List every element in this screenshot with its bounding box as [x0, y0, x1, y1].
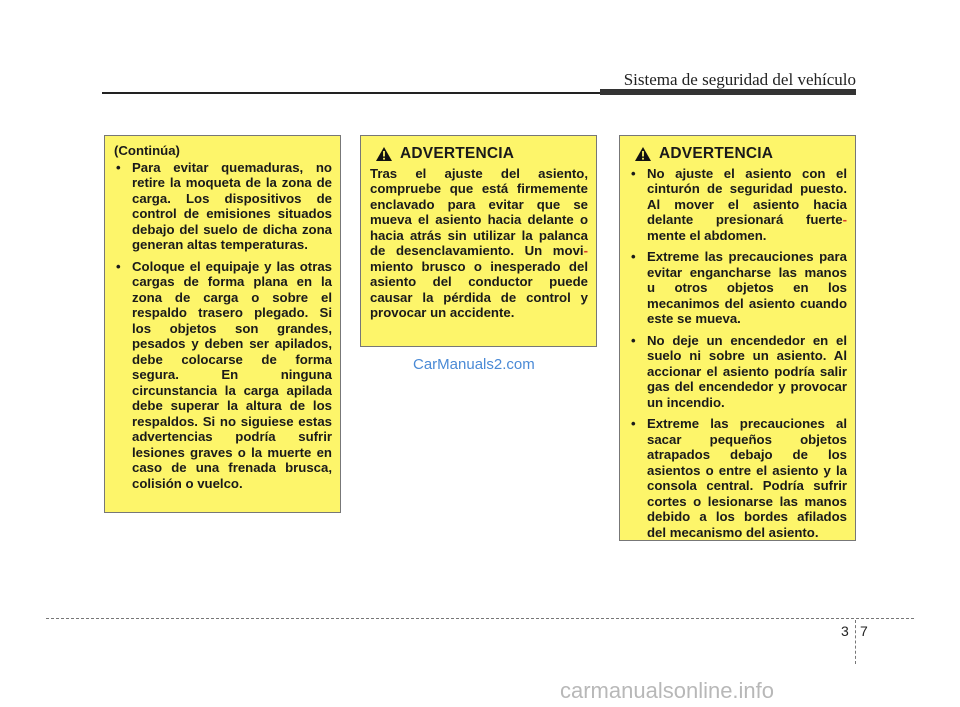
bullet-list — [629, 166, 847, 541]
section-title: Sistema de seguridad del vehículo — [623, 70, 856, 89]
list-item: • No deje un encendedor en el suelo ni sobre un asiento. Al accionar el asiento podría salir gas del encendedor y provocar un incendio. — [629, 333, 847, 411]
warning-triangle-icon — [635, 147, 651, 161]
warning-triangle-icon — [376, 147, 392, 161]
continued-label: (Continúa) — [114, 143, 180, 158]
list-item: • Extreme las precauciones al sacar pequeños objetos atrapados debajo de los asientos o entre el asiento y la consola central. Podría sufrir cortes o lesionarse las manos debido a los bordes afilados del mecanismo del asiento. — [629, 416, 847, 540]
hyphen-mark: - — [842, 212, 847, 227]
hyphen-mark: - — [583, 243, 588, 258]
watermark: CarManuals2.com — [413, 356, 535, 373]
page-number-divider — [855, 620, 856, 664]
item-text: mente el abdomen. — [647, 227, 767, 243]
item-text: No ajuste el asiento con el cinturón de seguridad puesto. Al mover el asiento hacia delante presionará fuerte — [647, 165, 847, 227]
list-item: • Coloque el equipaje y las otras cargas de forma plana en la zona de carga o sobre el respaldo trasero plegado. Si los objetos son grandes, pesados y deben ser apilados, debe colocarse de forma segura. En ninguna circunstancia la carga apilada debe superar la altura de los respaldos. Si no siguiese estas advertencias podría sufrir lesiones graves o la muerte en caso de una frenada brusca, colisión o vuelco. — [114, 259, 332, 492]
warning-paragraph — [370, 166, 588, 321]
bottom-watermark: carmanualsonline.info — [560, 678, 775, 703]
list-item: • Para evitar quemaduras, no retire la moqueta de la zona de carga. Los dispositivos de control de emisiones situados debajo del suelo de dicha zona generan altas temperaturas. — [114, 160, 332, 253]
seat-adjust-warning-box — [360, 135, 597, 347]
warning-heading — [376, 146, 588, 162]
warning-heading — [635, 146, 847, 162]
warning-heading-text: ADVERTENCIA — [659, 145, 774, 162]
seat-safety-warning-box — [619, 135, 856, 541]
page-number: 7 — [860, 623, 868, 639]
continued-warning-box — [104, 135, 341, 513]
header-rule-accent — [600, 89, 856, 95]
bullet-list — [114, 160, 332, 492]
footer-rule — [46, 618, 914, 619]
section-number: 3 — [841, 623, 849, 639]
list-item: • Extreme las precauciones para evitar engancharse las manos u otros objetos en los mecanimos del asiento cuando este se mueva. — [629, 249, 847, 327]
paragraph-text: Tras el ajuste del asiento, compruebe que está firmemente enclavado para evitar que se mueva el asiento hacia delante o hacia atrás sin utilizar la palanca de desenclavamiento. Un movi — [370, 165, 588, 258]
paragraph-text: miento brusco o inesperado del asiento del conductor puede causar la pérdida de control y provocar un accidente. — [370, 258, 588, 320]
warning-heading-text: ADVERTENCIA — [400, 145, 515, 162]
list-item — [629, 166, 847, 244]
